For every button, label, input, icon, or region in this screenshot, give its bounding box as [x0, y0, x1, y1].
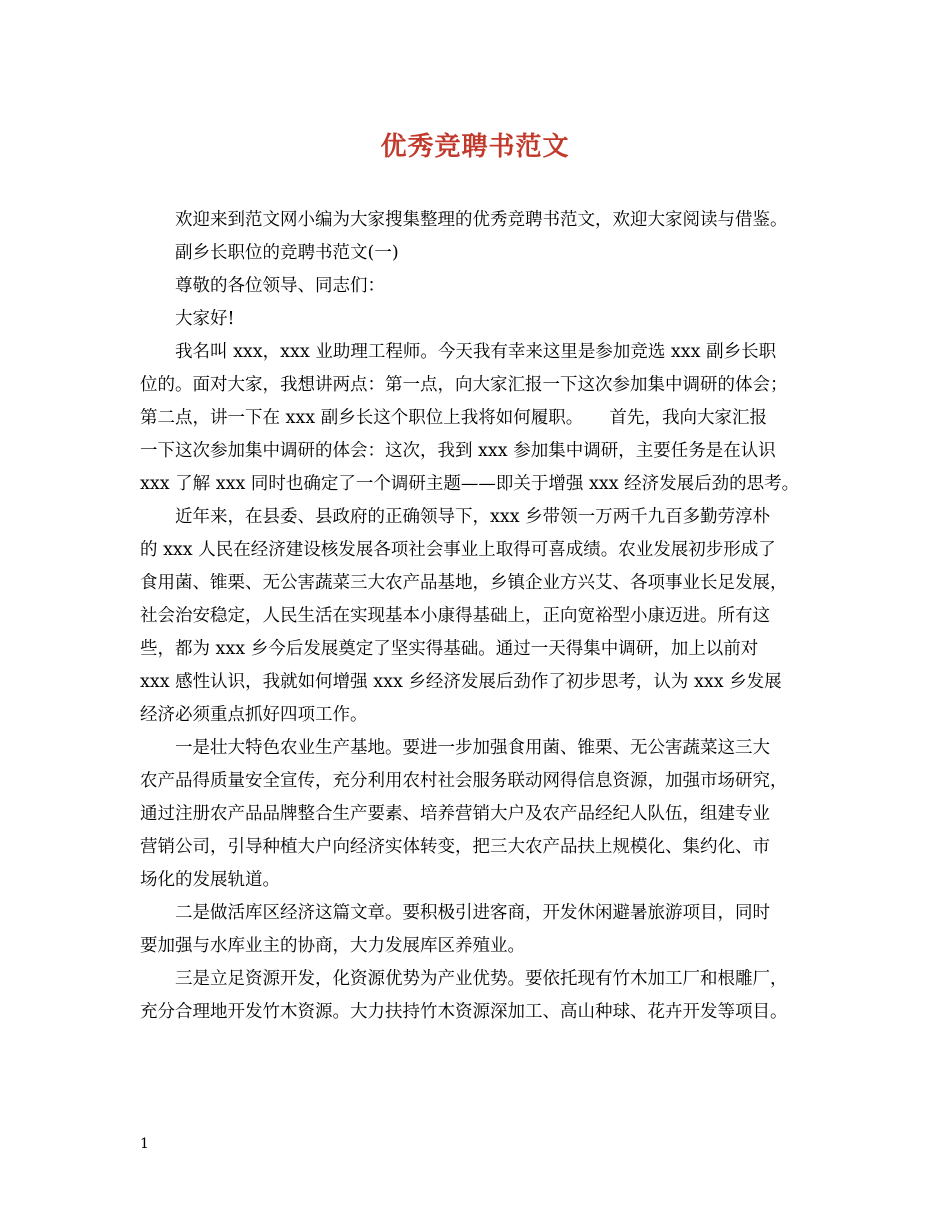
text-line: 第二点，讲一下在 xxx 副乡长这个职位上我将如何履职。 首先，我向大家汇报: [140, 408, 767, 428]
text-line: 近年来，在县委、县政府的正确领导下，xxx 乡带领一万两千九百多勤劳淳朴: [175, 507, 771, 527]
text-line: 充分合理地开发竹木资源。大力扶持竹木资源深加工、高山种球、花卉开发等项目。: [140, 1002, 788, 1022]
body-paragraph: [140, 336, 820, 501]
text-line: 场化的发展轨道。: [140, 870, 280, 890]
text-line: 一是壮大特色农业生产基地。要进一步加强食用菌、锥栗、无公害蔬菜这三大: [175, 738, 770, 758]
text-line: 要加强与水库业主的协商，大力发展库区养殖业。: [140, 936, 525, 956]
text-line: xxx 了解 xxx 同时也确定了一个调研主题——即关于增强 xxx 经济发展后劲的思考。: [140, 474, 800, 494]
document-title: 优秀竞聘书范文: [380, 132, 570, 162]
text-line: 营销公司，引导种植大户向经济实体转变，把三大农产品扶上规模化、集约化、市: [140, 837, 770, 857]
text-line: 的 xxx 人民在经济建设核发展各项社会事业上取得可喜成绩。农业发展初步形成了: [140, 540, 776, 560]
text-line: 三是立足资源开发，化资源优势为产业优势。要依托现有竹木加工厂和根雕厂，: [175, 969, 788, 989]
body-paragraph: [140, 897, 820, 963]
section-subtitle: 副乡长职位的竞聘书范文(一): [175, 243, 399, 263]
text-line: 农产品得质量安全宣传，充分利用农村社会服务联动网得信息资源，加强市场研究，: [140, 771, 788, 791]
body-paragraph: [140, 963, 820, 1029]
body-paragraph: [140, 732, 820, 897]
text-line: 二是做活库区经济这篇文章。要积极引进客商，开发休闲避暑旅游项目，同时: [175, 903, 770, 923]
salutation: 尊敬的各位领导、同志们：: [175, 276, 385, 296]
text-line: 食用菌、锥栗、无公害蔬菜三大农产品基地，乡镇企业方兴艾、各项事业长足发展，: [140, 573, 788, 593]
page-number: 1: [140, 1136, 149, 1152]
text-line: 些，都为 xxx 乡今后发展奠定了坚实得基础。通过一天得集中调研，加上以前对: [140, 639, 759, 659]
text-line: xxx 感性认识，我就如何增强 xxx 乡经济发展后劲作了初步思考，认为 xxx 乡发展: [140, 672, 782, 692]
text-line: 一下这次参加集中调研的体会：这次，我到 xxx 参加集中调研，主要任务是在认识: [140, 441, 776, 461]
intro-paragraph: 欢迎来到范文网小编为大家搜集整理的优秀竞聘书范文，欢迎大家阅读与借鉴。: [175, 210, 788, 230]
document-body: [140, 204, 820, 1029]
greeting: 大家好!: [175, 309, 235, 329]
text-line: 社会治安稳定，人民生活在实现基本小康得基础上，正向宽裕型小康迈进。所有这: [140, 606, 770, 626]
body-paragraph: [140, 501, 820, 732]
text-line: 通过注册农产品品牌整合生产要素、培养营销大户及农产品经纪人队伍，组建专业: [140, 804, 770, 824]
text-line: 位的。面对大家，我想讲两点：第一点，向大家汇报一下这次参加集中调研的体会；: [140, 375, 788, 395]
text-line: 经济必须重点抓好四项工作。: [140, 705, 368, 725]
text-line: 我名叫 xxx，xxx 业助理工程师。今天我有幸来这里是参加竞选 xxx 副乡长职: [175, 342, 777, 362]
